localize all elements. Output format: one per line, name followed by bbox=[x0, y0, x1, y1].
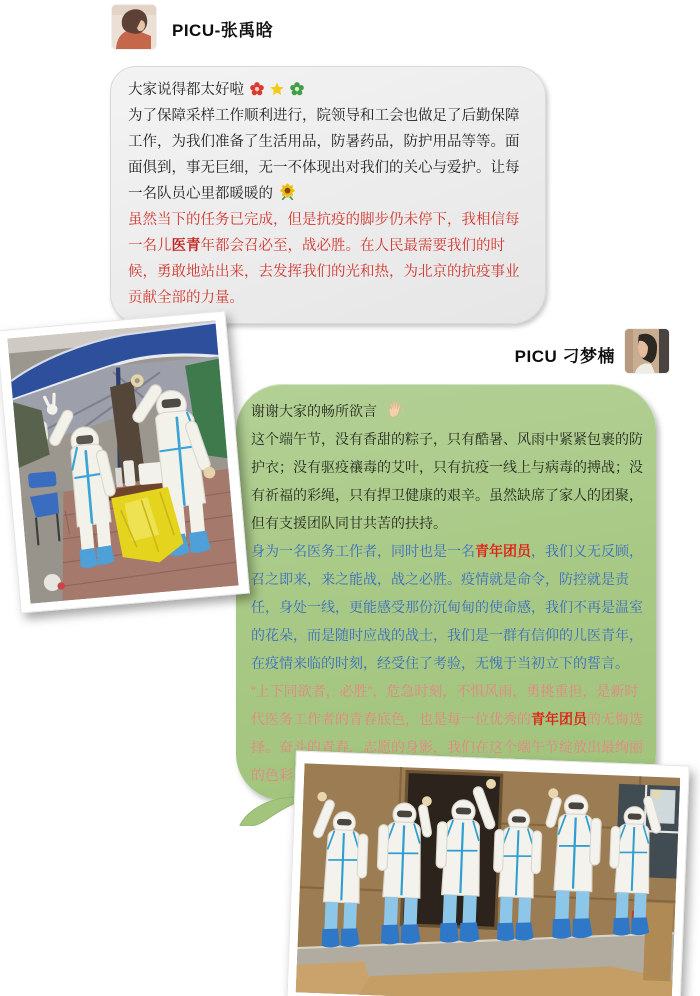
photo2-image bbox=[296, 760, 681, 996]
message2-pink-bold: 青年团员 bbox=[531, 711, 587, 727]
waving-hand-icon bbox=[386, 400, 405, 419]
sender-name-1: PICU-张禹晗 bbox=[172, 21, 274, 40]
avatar-picu-diao[interactable] bbox=[625, 329, 669, 373]
message2-blue-text-1: 身为一名医务工作者，同时也是一名 bbox=[251, 543, 475, 559]
photo-sampling-tent[interactable] bbox=[0, 311, 250, 614]
message2-pink-text-2: 的无悔选择。奋斗的青春，志愿的身影，我们在这个端午节绽放出最绚丽的色彩 bbox=[251, 711, 643, 783]
message2-body-paragraph bbox=[251, 425, 646, 537]
message1-greeting-line bbox=[128, 77, 531, 103]
message1-red-paragraph bbox=[128, 207, 531, 311]
sunflower-icon bbox=[279, 183, 296, 200]
red-flower-icon bbox=[250, 82, 264, 96]
message2-blue-text-2: ，我们义无反顾，召之即来，来之能战，战之必胜。疫情就是命令，防控就是责任，身处一线，更能感受那份沉甸甸的使命感，我们不再是温室的花朵，而是随时应战的战士，我们是一群有信仰的儿医青年，在疫情来临的时刻，经受住了考验，无愧于当初立下的誓言。 bbox=[251, 543, 643, 671]
message1-red-text-2: 年都会召必至，战必胜。在人民最需要我们的时候，勇敢地站出来，去发挥我们的光和热，为北京的抗疫事业贡献全部的力量。 bbox=[128, 238, 520, 306]
message2-greeting-line bbox=[251, 397, 646, 425]
photo1-image bbox=[6, 320, 240, 603]
avatar-photo-2 bbox=[625, 329, 669, 373]
message1-bubble bbox=[110, 66, 546, 324]
message2-blue-bold: 青年团员 bbox=[475, 543, 531, 559]
photo-group-six-workers[interactable] bbox=[286, 751, 689, 996]
sender-name-2: PICU 刁梦楠 bbox=[514, 347, 615, 366]
message2-greeting-text: 谢谢大家的畅所欲言 bbox=[251, 403, 377, 419]
message2-bubble bbox=[236, 384, 656, 800]
message1-body-text: 为了保障采样工作顺利进行，院领导和工会也做足了后勤保障工作，为我们准备了生活用品，防暑药品，防护用品等等。面面俱到，事无巨细，无一不体现出对我们的关心与爱护。让每一名队员心里都暖暖的 bbox=[128, 108, 520, 202]
message2-content bbox=[251, 397, 646, 788]
message2-pink-text-1: “上下同欲者，必胜”，危急时刻，不惧风雨，勇挑重担，是新时代医务工作者的青春底色，也是每一位优秀的 bbox=[251, 683, 639, 727]
message1-content bbox=[128, 77, 531, 313]
message1-body-paragraph bbox=[128, 103, 531, 207]
avatar-picu-zhang[interactable] bbox=[112, 5, 156, 49]
message2-blue-paragraph bbox=[251, 537, 646, 677]
yellow-star-icon bbox=[270, 82, 284, 96]
avatar-photo-1 bbox=[112, 5, 156, 49]
message1-red-bold: 医青 bbox=[171, 238, 201, 254]
message1-red-text-1: 虽然当下的任务已完成，但是抗疫的脚步仍未停下，我相信每一名儿 bbox=[128, 212, 520, 254]
message2-body-text: 这个端午节，没有香甜的粽子，只有酷暑、风雨中紧紧包裹的防护衣；没有驱疫禳毒的艾叶，只有抗疫一线上与病毒的搏战；没有祈福的彩绳，只有捍卫健康的艰辛。虽然缺席了家人的团聚，但有支援团队同甘共苦的扶持。 bbox=[251, 431, 643, 531]
message1-greeting-text: 大家说得都太好啦 bbox=[128, 82, 244, 98]
green-flower-icon bbox=[290, 82, 304, 96]
